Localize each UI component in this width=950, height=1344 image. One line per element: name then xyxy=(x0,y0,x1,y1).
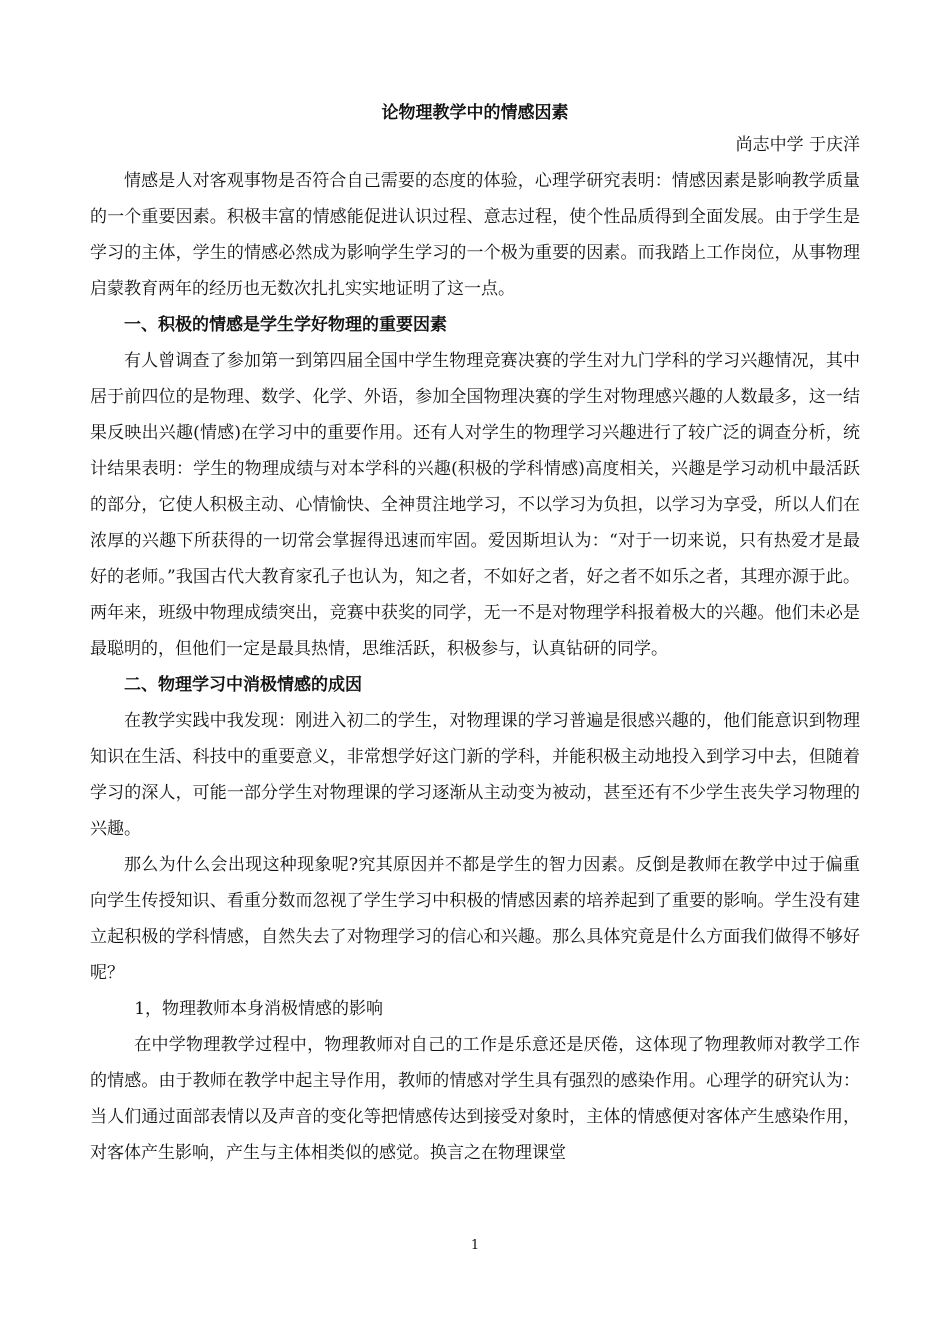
section-heading: 一、积极的情感是学生学好物理的重要因素 xyxy=(124,315,447,335)
page-number: 1 xyxy=(470,1238,480,1253)
document-title: 论物理教学中的情感因素 xyxy=(381,103,569,123)
paragraph: 情感是人对客观事物是否符合自己需要的态度的体验，心理学研究表明：情感因素是影响教学质量的一个重要因素。积极丰富的情感能促进认识过程、意志过程，使个性品质得到全面发展。由于学生是学习的主体，学生的情感必然成为影响学生学习的一个极为重要的因素。而我踏上工作岗位，从事物理启蒙教育两年的经历也无数次扎扎实实地证明了这一点。 xyxy=(90,171,860,299)
section-heading: 二、物理学习中消极情感的成因 xyxy=(124,675,362,695)
document-body xyxy=(90,163,860,1171)
subsection-heading: 1，物理教师本身消极情感的影响 xyxy=(134,999,384,1019)
paragraph: 在教学实践中我发现：刚进入初二的学生，对物理课的学习普遍是很感兴趣的，他们能意识到物理知识在生活、科技中的重要意义，非常想学好这门新的学科，并能积极主动地投入到学习中去，但随着学习的深人，可能一部分学生对物理课的学习逐渐从主动变为被动，甚至还有不少学生丧失学习物理的兴趣。 xyxy=(90,711,860,839)
paragraph: 那么为什么会出现这种现象呢?究其原因并不都是学生的智力因素。反倒是教师在教学中过于偏重向学生传授知识、看重分数而忽视了学生学习中积极的情感因素的培养起到了重要的影响。学生没有建立起积极的学科情感，自然失去了对物理学习的信心和兴趣。那么具体究竟是什么方面我们做得不够好呢？ xyxy=(90,855,860,983)
paragraph: 在中学物理教学过程中，物理教师对自己的工作是乐意还是厌倦，这体现了物理教师对教学工作的情感。由于教师在教学中起主导作用，教师的情感对学生具有强烈的感染作用。心理学的研究认为：当人们通过面部表情以及声音的变化等把情感传达到接受对象时，主体的情感便对客体产生感染作用，对客体产生影响，产生与主体相类似的感觉。换言之在物理课堂 xyxy=(90,1035,860,1163)
paragraph: 有人曾调查了参加第一到第四届全国中学生物理竞赛决赛的学生对九门学科的学习兴趣情况，其中居于前四位的是物理、数学、化学、外语，参加全国物理决赛的学生对物理感兴趣的人数最多，这一结果反映出兴趣(情感)在学习中的重要作用。还有人对学生的物理学习兴趣进行了较广泛的调查分析，统计结果表明：学生的物理成绩与对本学科的兴趣(积极的学科情感)高度相关，兴趣是学习动机中最活跃的部分，它使人积极主动、心情愉快、全神贯注地学习，不以学习为负担，以学习为享受，所以人们在浓厚的兴趣下所获得的一切常会掌握得迅速而牢固。爱因斯坦认为：“对于一切来说，只有热爱才是最好的老师。”我国古代大教育家孔子也认为，知之者，不如好之者，好之者不如乐之者，其理亦源于此。两年来，班级中物理成绩突出，竞赛中获奖的同学，无一不是对物理学科报着极大的兴趣。他们未必是最聪明的，但他们一定是最具热情，思维活跃，积极参与，认真钻研的同学。 xyxy=(90,351,860,659)
author-line: 尚志中学 于庆洋 xyxy=(735,135,860,155)
